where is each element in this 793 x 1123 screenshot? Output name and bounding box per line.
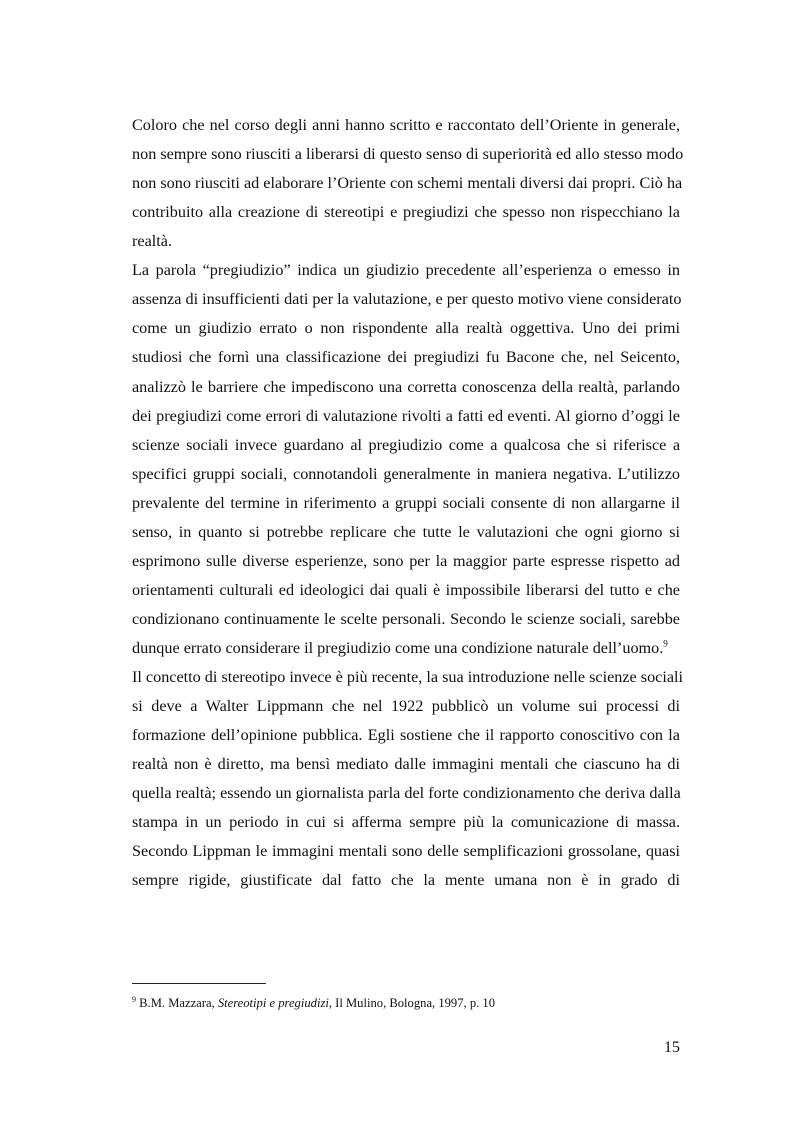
text-line: condizionano continuamente le scelte personali. Secondo le scienze sociali, sarebbe (132, 610, 680, 628)
text-line: Il concetto di stereotipo invece è più recente, la sua introduzione nelle scienze sociali (132, 668, 684, 686)
text-line: contribuito alla creazione di stereotipi e pregiudizi che spesso non rispecchiano la (132, 203, 680, 221)
footnote-title: Stereotipi e pregiudizi (217, 996, 329, 1010)
text-line: assenza di insufficienti dati per la valutazione, e per questo motivo viene considerato (132, 290, 682, 308)
text-line: esprimono sulle diverse esperienze, sono per la maggior parte espresse rispetto ad (132, 552, 680, 570)
footnote-number: 9 (132, 994, 136, 1004)
text-line: studiosi che fornì una classificazione dei pregiudizi fu Bacone che, nel Seicento, (132, 348, 680, 366)
footnote-separator (132, 983, 266, 984)
text-line: realtà. (132, 232, 172, 250)
text-line: prevalente del termine in riferimento a gruppi sociali consente di non allargarne il (132, 494, 680, 512)
text-line: Secondo Lippman le immagini mentali sono delle semplificazioni grossolane, quasi (132, 842, 680, 860)
text-line: si deve a Walter Lippmann che nel 1922 pubblicò un volume sui processi di (132, 697, 680, 715)
text-line: quella realtà; essendo un giornalista parla del forte condizionamento che deriva dalla (132, 784, 681, 802)
text-line: realtà non è diretto, ma bensì mediato dalle immagini mentali che ciascuno ha di (132, 755, 680, 773)
footnote (132, 995, 680, 1011)
text-line: scienze sociali invece guardano al pregiudizio come a qualcosa che si riferisce a (132, 436, 680, 454)
text-line: La parola “pregiudizio” indica un giudizio precedente all’esperienza o emesso in (132, 261, 680, 279)
text-line: sempre rigide, giustificate dal fatto che la mente umana non è in grado di (132, 871, 680, 889)
text-line: orientamenti culturali ed ideologici dai quali è impossibile liberarsi del tutto e che (132, 581, 680, 599)
text-line: specifici gruppi sociali, connotandoli generalmente in maniera negativa. L’utilizzo (132, 465, 680, 483)
text-line: dunque errato considerare il pregiudizio come una condizione naturale dell’uomo. (132, 639, 664, 657)
footnote-reference: 9 (663, 638, 668, 649)
text-line: stampa in un periodo in cui si afferma sempre più la comunicazione di massa. (132, 813, 680, 831)
text-line: senso, in quanto si potrebbe replicare che tutte le valutazioni che ogni giorno si (132, 523, 680, 541)
text-line-with-footnote (132, 638, 680, 658)
text-line: non sempre sono riusciti a liberarsi di questo senso di superiorità ed allo stesso modo (132, 145, 684, 163)
text-line: come un giudizio errato o non rispondente alla realtà oggettiva. Uno dei primi (132, 319, 680, 337)
text-line: formazione dell’opinione pubblica. Egli sostiene che il rapporto conoscitivo con la (132, 726, 680, 744)
footnote-details: , Il Mulino, Bologna, 1997, p. 10 (328, 996, 496, 1010)
text-line: analizzò le barriere che impediscono una corretta conoscenza della realtà, parlando (132, 378, 680, 396)
text-line: dei pregiudizi come errori di valutazione rivolti a fatti ed eventi. Al giorno d’oggi le (132, 407, 680, 425)
text-line: Coloro che nel corso degli anni hanno scritto e raccontato dell’Oriente in generale, (132, 116, 680, 134)
text-line: non sono riusciti ad elaborare l’Oriente con schemi mentali diversi dai propri. Ciò ha (132, 174, 683, 192)
page-number: 15 (663, 1038, 680, 1056)
footnote-author: B.M. Mazzara, (139, 996, 218, 1010)
